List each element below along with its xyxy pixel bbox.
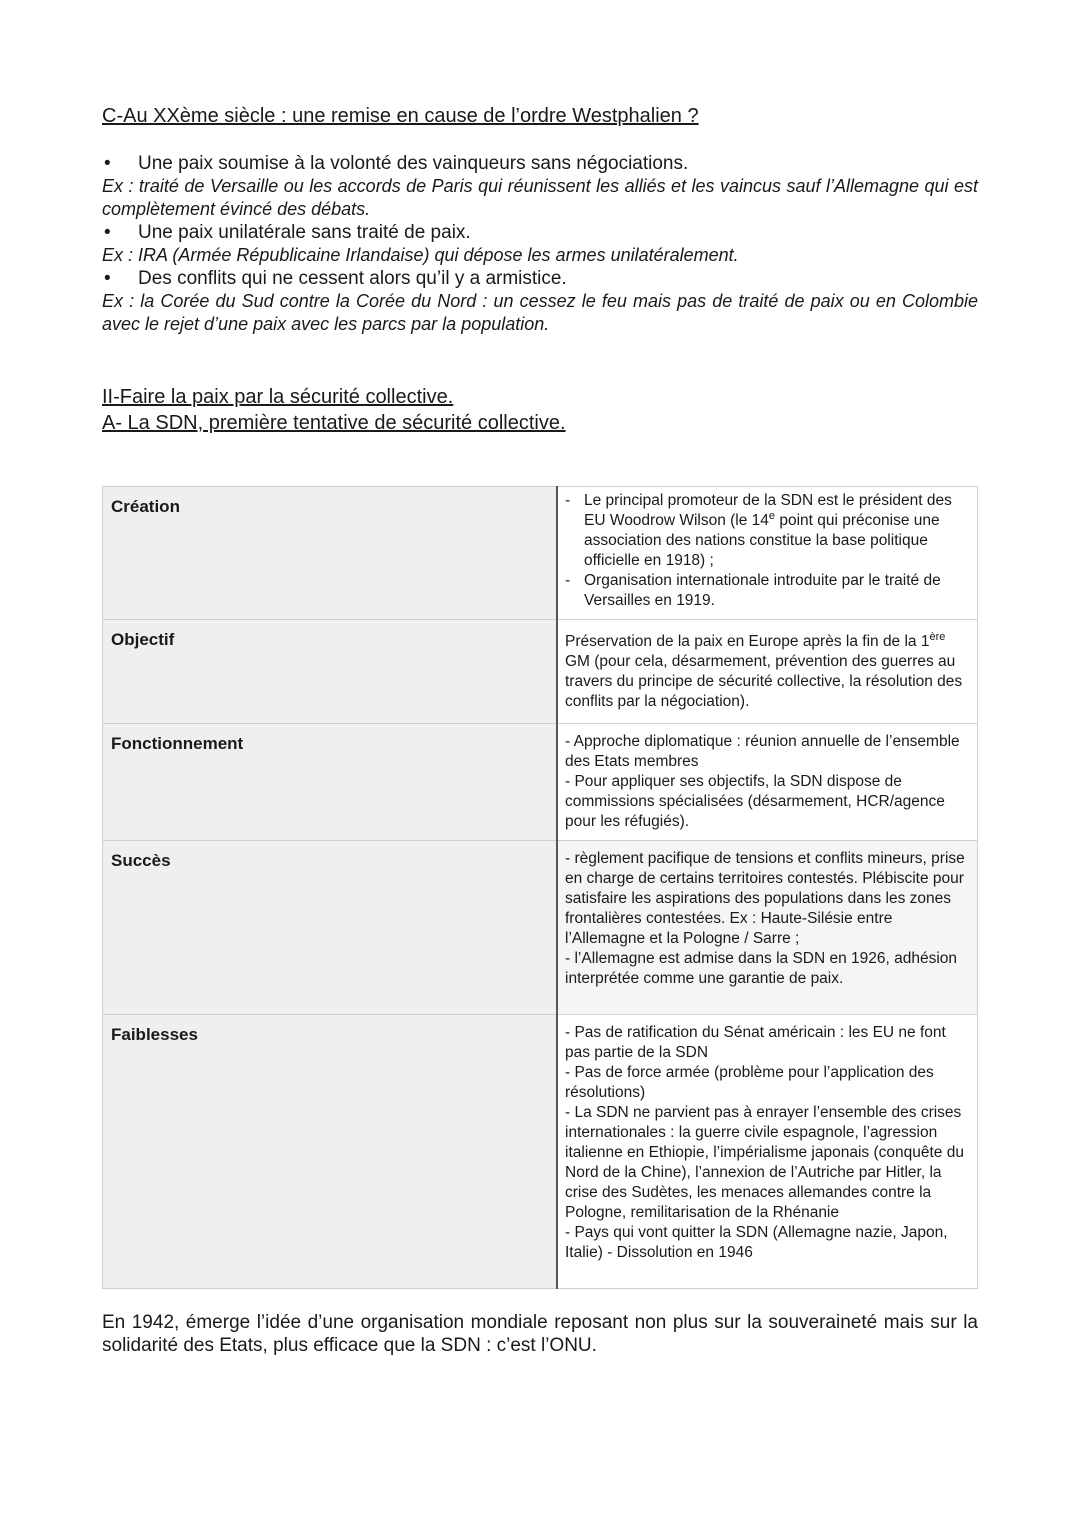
bullet-text: Une paix soumise à la volonté des vainqueurs sans négociations.: [138, 153, 689, 174]
row-content: [557, 841, 978, 1015]
bullet-item: [102, 152, 978, 175]
row-content: Préservation de la paix en Europe après la fin de la 1ère GM (pour cela, désarmement, prévention des guerres au travers du principe de sécurité collective, la résolution des conflits par la négociation).: [557, 620, 978, 724]
list-item: - Organisation internationale introduite par le traité de Versailles en 1919.: [565, 571, 971, 611]
content-line: - Pas de force armée (problème pour l’application des résolutions): [565, 1064, 934, 1101]
row-content: [557, 1015, 978, 1289]
content-line: - règlement pacifique de tensions et conflits mineurs, prise en charge de certains territoires contestés. Plébiscite pour satisfaire les aspirations des populations dans les zones frontalières contestées. Ex : Haute-Silésie entre l’Allemagne et la Pologne / Sarre ;: [565, 850, 965, 947]
content-line: - Approche diplomatique : réunion annuelle de l’ensemble des Etats membres: [565, 733, 960, 770]
row-label: Faiblesses: [103, 1015, 558, 1289]
section-c-bullets: [102, 152, 978, 336]
bullet-item: [102, 267, 978, 290]
table-row: [103, 620, 978, 724]
section-c: [102, 103, 978, 129]
row-content: [557, 724, 978, 841]
bullet-icon: •: [104, 153, 111, 174]
conclusion: En 1942, émerge l’idée d’une organisation mondiale reposant non plus sur la souveraineté mais sur la solidarité des Etats, plus efficace que la SDN : c’est l’ONU.: [102, 1312, 978, 1356]
content-line: - l’Allemagne est admise dans la SDN en 1926, adhésion interprétée comme une garantie de paix.: [565, 950, 958, 987]
content-line: - Pour appliquer ses objectifs, la SDN dispose de commissions spécialisées (désarmement, HCR/agence pour les réfugiés).: [565, 773, 945, 830]
bullet-example: Ex : la Corée du Sud contre la Corée du Nord : un cessez le feu mais pas de traité de paix ou en Colombie avec le rejet d’une paix avec les parcs par la population.: [102, 291, 978, 334]
table-row: [103, 724, 978, 841]
bullet-text: Une paix unilatérale sans traité de paix.: [138, 222, 471, 243]
table-row: [103, 487, 978, 620]
row-label: Création: [103, 487, 558, 620]
bullet-text: Des conflits qui ne cessent alors qu’il y a armistice.: [138, 268, 567, 289]
section-ii-title: II-Faire la paix par la sécurité collective.: [102, 386, 454, 408]
content-line: - La SDN ne parvient pas à enrayer l’ensemble des crises internationales : la guerre civile espagnole, l’agression italienne en Ethiopie, l’impérialisme japonais (conquête du Nord de la Chine), l’annexion de l’Autriche par Hitler, la crise des Sudètes, les menaces allemandes contre la Pologne, remilitarisation de la Rhénanie: [565, 1104, 964, 1221]
creation-list: [565, 491, 971, 611]
row-label: Objectif: [103, 620, 558, 724]
section-ii-subtitle: A- La SDN, première tentative de sécurité collective.: [102, 412, 566, 434]
bullet-example: Ex : IRA (Armée Républicaine Irlandaise) qui dépose les armes unilatéralement.: [102, 245, 739, 265]
row-content: [557, 487, 978, 620]
content-line: - Pas de ratification du Sénat américain : les EU ne font pas partie de la SDN: [565, 1024, 946, 1061]
list-item: - Le principal promoteur de la SDN est le président des EU Woodrow Wilson (le 14e point qui préconise une association des nations constitue la base politique officielle en 1918) ;: [565, 491, 971, 571]
section-ii: [102, 384, 978, 436]
bullet-icon: •: [104, 222, 111, 243]
sdn-table: [102, 486, 978, 1289]
row-label: Fonctionnement: [103, 724, 558, 841]
bullet-icon: •: [104, 268, 111, 289]
row-label: Succès: [103, 841, 558, 1015]
bullet-example: Ex : traité de Versaille ou les accords de Paris qui réunissent les alliés et les vaincus sauf l’Allemagne qui est complètement évincé des débats.: [102, 176, 978, 219]
bullet-item: [102, 221, 978, 244]
table-row: [103, 1015, 978, 1289]
table-row: [103, 841, 978, 1015]
section-c-title: C-Au XXème siècle : une remise en cause de l’ordre Westphalien ?: [102, 105, 699, 127]
content-line: - Pays qui vont quitter la SDN (Allemagne nazie, Japon, Italie) - Dissolution en 1946: [565, 1224, 948, 1261]
